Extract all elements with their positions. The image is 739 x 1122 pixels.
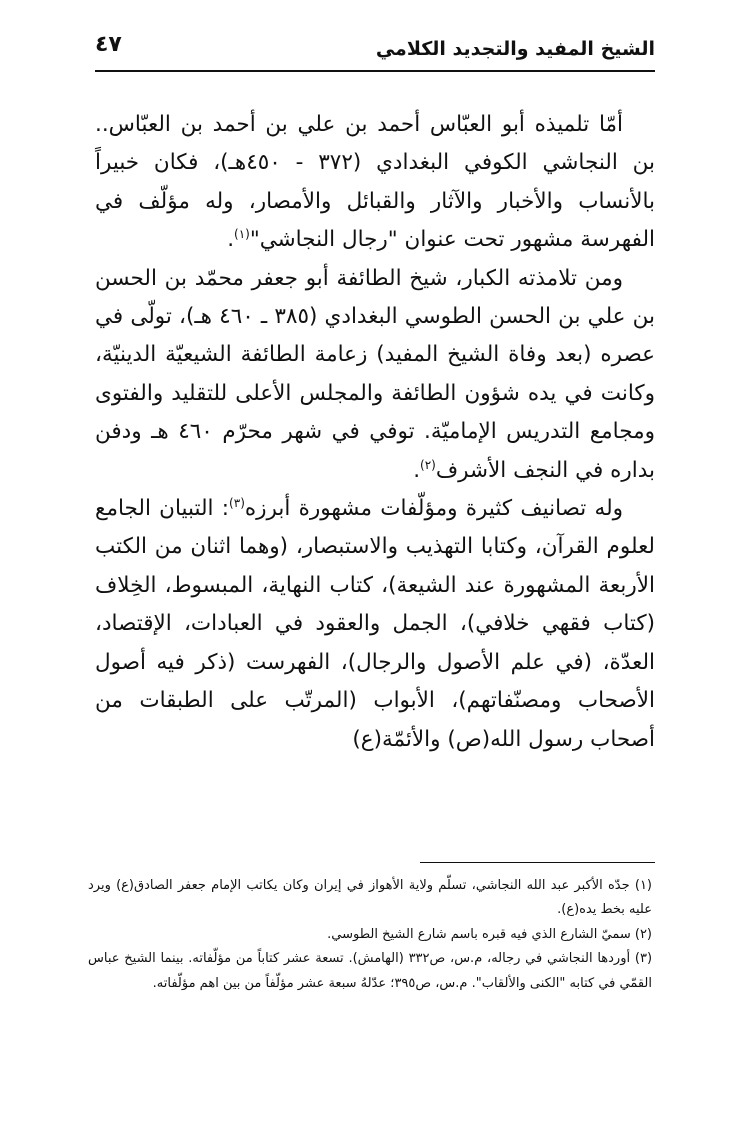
paragraph-2 (95, 260, 655, 490)
running-title: الشيخ المفيد والتجديد الكلامي (375, 38, 655, 60)
page-number: ٤٧ (95, 32, 122, 57)
footnote-2: (٢) سميّ الشارع الذي فيه قبره باسم شارع الشيخ الطوسي. (327, 926, 652, 942)
page-header (95, 30, 655, 70)
paragraph-2-text: ومن تلامذته الكبار، شيخ الطائفة أبو جعفر محمّد بن الحسن بن علي بن الحسن الطوسي البغدادي (٣٨٥ ـ ٤٦٠ هـ)، تولّى في عصره (بعد وفاة الشيخ المفيد) زعامة الطائفة الشيعيّة الدينيّة، وكانت في يده شؤون الطائفة والمجلس الأعلى للتقليد والفتوى ومجامع التدريس الإماميّة. توفي في شهر محرّم ٤٦٠ هـ ودفن بداره في النجف الأشرف (95, 265, 656, 483)
paragraph-3-text-a: وله تصانيف كثيرة ومؤلّفات مشهورة أبرزه (244, 496, 624, 522)
paragraph-3-text-b: : التبيان الجامع لعلوم القرآن، وكتابا التهذيب والاستبصار، (وهما اثنان من الكتب الأربعة المشهورة عند الشيعة)، كتاب النهاية، المبسوط، الخِلاف (كتاب فقهي خلافي)، الجمل والعقود في العبادات، الإقتصاد، العدّة، (في علم الأصول والرجال)، الفهرست (ذكر فيه أصول الأصحاب ومصنّفاتهم)، الأبواب (المرتّب على الطبقات من أصحاب رسول الله(ص) والأئمّة(ع) (95, 496, 655, 752)
note-ref-1: (١) (234, 227, 250, 242)
footnotes (88, 874, 652, 996)
footnote-rule (420, 862, 655, 863)
footnote-3: (٣) أوردها النجاشي في رجاله، م.س، ص٣٣٢ (الهامش). تسعة عشر كتاباً من مؤلّفاته. بينما الشيخ عباس القمّي في كتابه "الكنى والألقاب". م.س، ص٣٩٥؛ عدّلهُ سبعة عشر مؤلّفاً من بين اهم مؤلّفاته. (88, 951, 653, 991)
footnote-1: (١) جدّه الأكبر عبد الله النجاشي، تسلّم ولاية الأهواز في إيران وكان يكاتب الإمام جعفر الصادق(ع) ويرد عليه بخط يده(ع). (88, 878, 652, 918)
paragraph-1-end: . (227, 227, 235, 253)
note-ref-2: (٢) (420, 457, 436, 472)
paragraph-2-end: . (413, 457, 421, 483)
paragraph-1-text: أمّا تلميذه أبو العبّاس أحمد بن علي بن أحمد بن العبّاس.. بن النجاشي الكوفي البغدادي (٣٧٢ - ٤٥٠هـ)، فكان خبيراً بالأنساب والأخبار والآثار والقبائل والأمصار، وله مؤلّف في الفهرسة مشهور تحت عنوان "رجال النجاشي" (95, 112, 655, 253)
paragraph-3 (95, 490, 655, 759)
header-rule (95, 70, 655, 72)
note-ref-3: (٣) (229, 495, 245, 510)
paragraph-1 (95, 106, 655, 260)
body-text (95, 106, 655, 759)
